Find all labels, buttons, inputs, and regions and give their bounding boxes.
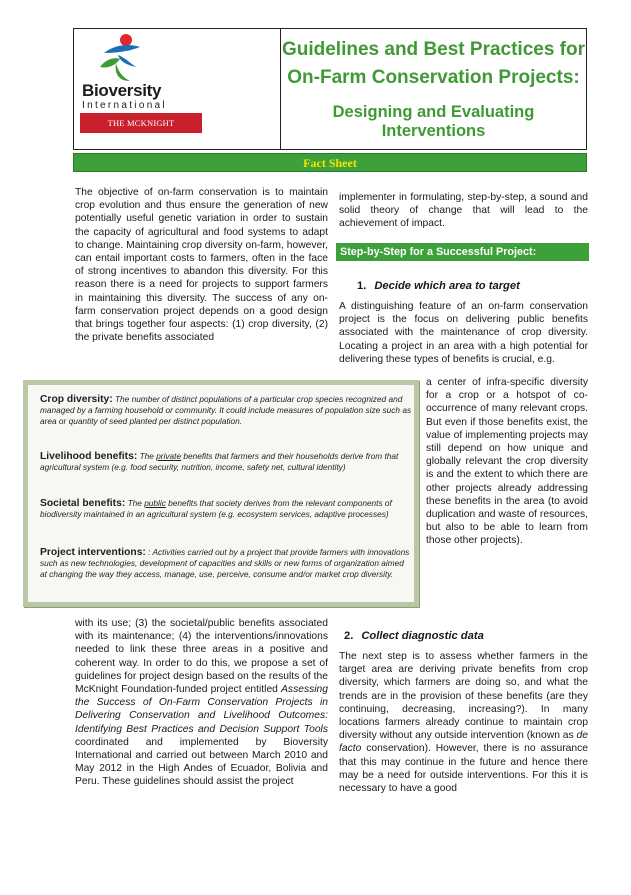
left-column-para-2 — [75, 617, 328, 789]
step-1-heading — [357, 280, 520, 292]
definition-term: Crop diversity: — [40, 394, 113, 405]
definition-term: Societal benefits: — [40, 498, 126, 509]
step-2-title: Collect diagnostic data — [361, 630, 484, 642]
step-2-text-b: conservation). However, there is no assurance that this may continue in the future and hence there may be a need for outside interventions. For this it is necessary to have a good — [339, 743, 588, 795]
definition-crop-diversity — [40, 394, 412, 427]
step-2-text-a: The next step is to assess whether farmers in the target area are deriving private benefits from crop diversity, which farmers are doing so, and what the trends are in the provision of these benefits (are they continuing, decreasing, increasing?). In many locations farmers already continue to maintain crop diversity without any outside intervention (known as — [339, 651, 588, 742]
definition-text-post: benefits that farmers and their households derive from that agricultural system (e.g. food security, nutrition, income, safety net, cultural identity) — [40, 451, 399, 472]
definition-term: Project interventions: — [40, 547, 146, 558]
page-title — [281, 36, 586, 92]
mcknight-logo: THE MCKNIGHT FOUNDATION — [80, 113, 202, 133]
page-subtitle: Designing and Evaluating Interventions — [332, 103, 535, 140]
step-1-text-wide: A distinguishing feature of an on-farm conservation project is the focus on delivering public benefits associated with the maintenance of crop diversity. Locating a project in an area with a high potential for delivering these types of benefits is crucial, e.g. — [339, 301, 588, 365]
step-1-number: 1. — [357, 280, 367, 292]
definition-text-pre: The — [125, 498, 145, 508]
definition-text: : Activities carried out by a project that provide farmers with innovations such as new technologies, development of capacities and skills or new forms of organization aimed at changing the way they access, manage, use, perceive, consume and/or market crop diversity. — [40, 547, 410, 579]
definition-livelihood-benefits — [40, 451, 412, 473]
logo-subtext: International — [82, 100, 167, 111]
definition-text-pre: The — [137, 451, 157, 461]
step-2-number: 2. — [344, 630, 354, 642]
bioversity-logo-icon — [96, 33, 144, 83]
title-area — [281, 29, 586, 149]
step-2-text — [339, 650, 588, 795]
definition-term: Livelihood benefits: — [40, 451, 138, 462]
definition-text-underlined: public — [144, 498, 166, 508]
left-para2-text-b: coordinated and implemented by Bioversity International and carried out between March 2010 and May 2012 in the High Andes of Ecuador, Bolivia and Peru. These guidelines should assist the project — [75, 736, 328, 788]
definitions-box — [23, 380, 419, 607]
steps-header-bar — [336, 243, 589, 261]
project-title-italic: Assessing the Success of On-Farm Conservation Projects in Delivering Conservation and Livelihood Outcomes: Identifying Best Practices and Decision Support Tools — [75, 684, 328, 735]
definition-text-underlined: private — [156, 451, 182, 461]
steps-header-label: Step-by-Step for a Successful Project: — [340, 246, 537, 258]
left-column-para-1: The objective of on-farm conservation is to maintain crop evolution and thus ensure the generation of new potentially useful genetic variation in order to sustain the capacity of agricultural and food systems to adapt to change. Maintaining crop diversity on-farm, however, can entail important costs to farmers, often in the face of strong incentives to abandon this diversity. For this reason there is a need for projects to support farmers in maintaining this diversity. The success of any on-farm conservation project depends on a good design that brings together four aspects: (1) crop diversity, (2) the private benefits associated — [75, 187, 328, 344]
title-line-1: Guidelines and Best Practices for — [281, 39, 586, 60]
step-2-heading — [344, 630, 484, 642]
logo-area — [78, 33, 274, 148]
logo-text: Bioversity — [82, 81, 162, 100]
definition-project-interventions — [40, 547, 412, 580]
title-line-2: On-Farm Conservation Projects: — [287, 67, 580, 88]
step-1-title: Decide which area to target — [374, 280, 520, 292]
step-1-text-narrow: a center of infra-specific diversity for a crop or a hotspot of co-occurrence of many relevant crops. But even if those benefits exist, the value of implementing projects may still depend on how unique and globally relevant the crop diversity is and the extent to which there are other projects already addressing these benefits in the area (to avoid duplication and waste of resources, but also to be able to learn from those other projects). — [426, 377, 588, 547]
fact-sheet-label: Fact Sheet — [303, 156, 357, 170]
definition-text: The number of distinct populations of a particular crop species recognized and managed by a farming household or community. It could include measures of population size such as area or quantity of seed planted per distinct population. — [40, 394, 412, 426]
left-para2-text-a: with its use; (3) the societal/public benefits associated with its maintenance; (4) the interventions/innovations needed to link these three areas in a positive and coherent way. In order to do this, we propose a set of guidelines for project design based on the results of the McKnight Foundation-funded project entitled — [75, 618, 328, 696]
fact-sheet-bar — [73, 153, 587, 172]
definition-societal-benefits — [40, 498, 412, 520]
header-box — [73, 28, 587, 150]
right-column-intro: implementer in formulating, step-by-step, a sound and solid theory of change that will lead to the achievement of impact. — [339, 192, 588, 230]
de-facto-italic: de facto — [339, 730, 588, 755]
definition-text-post: benefits that society derives from the relevant components of biodiversity maintained in an agricultural system (e.g. ecosystem services, adaptive processes) — [40, 498, 392, 519]
